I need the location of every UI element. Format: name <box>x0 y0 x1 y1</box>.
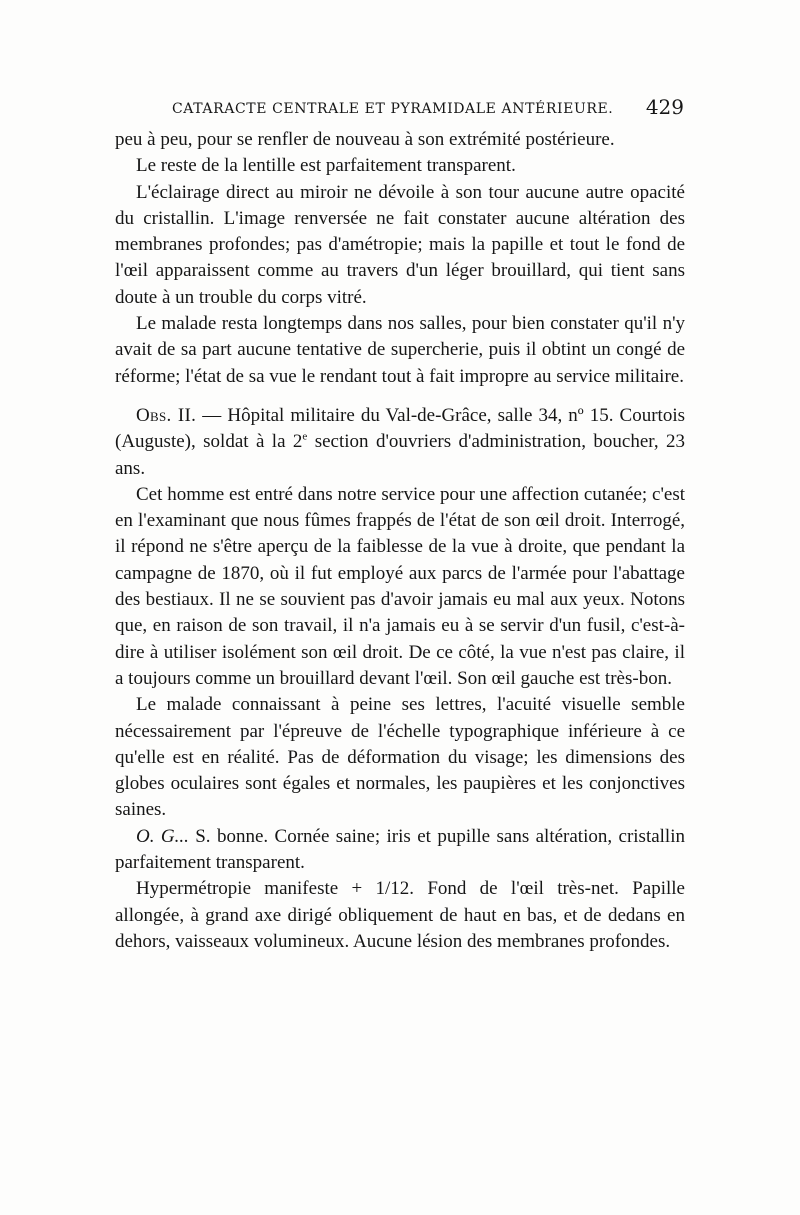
page-body <box>115 127 685 955</box>
paragraph-8 <box>115 824 685 877</box>
page-number: 429 <box>645 95 684 119</box>
paragraph-2: Le reste de la lentille est parfaitement transparent. <box>136 155 516 177</box>
paragraph-6: Cet homme est entré dans notre service pour une affection cutanée; c'est en l'examinant que nous fûmes frappés de l'état de son œil droit. Interrogé, il répond ne s'être aperçu de la faiblesse de la vue à droite, que pendant la campagne de 1870, où il fut employé aux parcs de l'armée pour l'abattage des bestiaux. Il ne se souvient pas d'avoir jamais eu mal aux yeux. Notons que, en raison de son travail, il n'a jamais eu à se servir d'un fusil, c'est-à-dire à utiliser isolément son œil droit. De ce côté, la vue n'est pas claire, il a toujours comme un brouillard devant l'œil. Son œil gauche est très-bon. <box>115 483 685 689</box>
left-eye-text: S. bonne. Cornée saine; iris et pupille sans altération, cristallin parfaitement transparent. <box>115 825 685 874</box>
running-title: CATARACTE CENTRALE ET PYRAMIDALE ANTÉRIEURE. <box>172 101 614 117</box>
observation-intro-b: section d'ouvriers d'administration, boucher, 23 ans. <box>115 431 685 479</box>
paragraph-4: Le malade resta longtemps dans nos salles, pour bien constater qu'il n'y avait de sa part aucune tentative de supercherie, puis il obtint un congé de réforme; l'état de sa vue le rendant tout à fait impropre au service militaire. <box>115 313 685 387</box>
paragraph-3: L'éclairage direct au miroir ne dévoile à son tour aucune autre opacité du cristallin. L'image renversée ne fait constater aucune altération des membranes profondes; pas d'amétropie; mais la papille et tout le fond de l'œil apparaissent comme au travers d'un léger brouillard, qui tient sans doute à un trouble du corps vitré. <box>115 181 685 308</box>
ordinal-superscript: e <box>302 430 308 443</box>
observation-2-heading <box>115 403 685 482</box>
paragraph-7: Le malade connaissant à peine ses lettres, l'acuité visuelle semble nécessairement par l'épreuve de l'échelle typographique inférieure à ce qu'elle est en réalité. Pas de déformation du visage; les dimensions des globes oculaires sont égales et normales, les paupières et les conjonctives saines. <box>115 694 685 821</box>
paragraph-1: peu à peu, pour se renfler de nouveau à son extrémité postérieure. <box>115 129 615 150</box>
page-header <box>172 95 684 125</box>
observation-label: Obs. II. <box>136 404 197 426</box>
left-eye-label: O. G... <box>136 825 189 847</box>
observation-intro-a: — Hôpital militaire du Val-de-Grâce, salle 34, nº 15. Courtois (Auguste), soldat à la 2 <box>115 404 685 453</box>
paragraph-9: Hypermétropie manifeste + 1/12. Fond de l'œil très-net. Papille allongée, à grand axe dirigé obliquement de haut en bas, et de dedans en dehors, vaisseaux volumineux. Aucune lésion des membranes profondes. <box>115 878 685 952</box>
